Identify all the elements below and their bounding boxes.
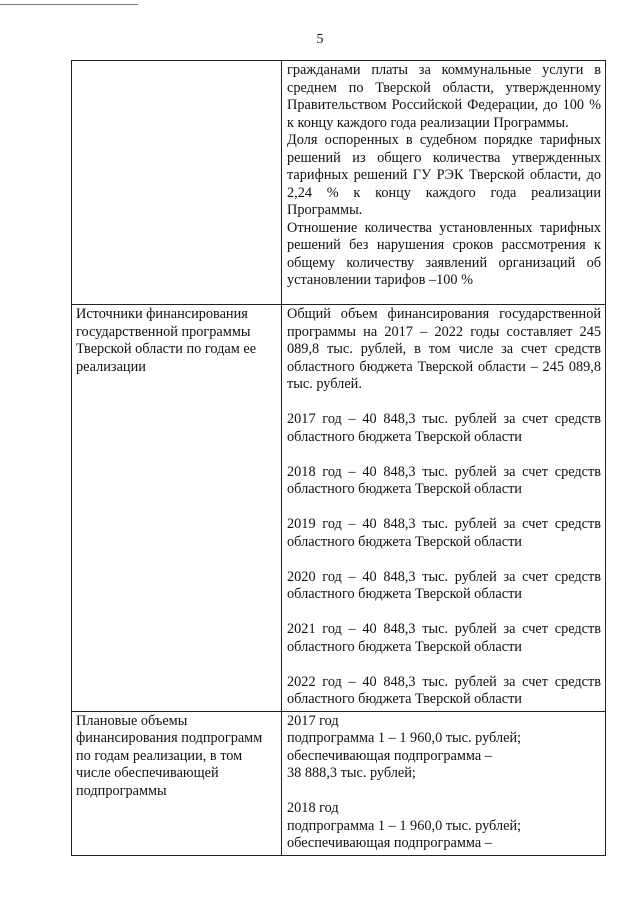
table-row <box>72 711 606 855</box>
year-2017-subprogram-1: подпрограмма 1 – 1 960,0 тыс. рублей; <box>287 730 522 746</box>
row-value-cell <box>282 61 606 305</box>
row-value-cell <box>282 711 606 855</box>
table-row <box>72 61 606 305</box>
table-row <box>72 305 606 712</box>
funding-sources-label: Источники финансирования государственной программы Тверской области по годам ее реализации <box>76 306 257 375</box>
row-label-cell <box>72 305 282 712</box>
row-label-cell <box>72 61 282 305</box>
page-number: 5 <box>316 32 324 47</box>
year-2018-support-subprogram: обеспечивающая подпрограмма – <box>287 835 492 851</box>
year-2018-heading: 2018 год <box>287 800 339 816</box>
funding-2020: 2020 год – 40 848,3 тыс. рублей за счет средств областного бюджета Тверской области <box>287 568 601 602</box>
year-2017-heading: 2017 год <box>287 712 339 729</box>
funding-2018: 2018 год – 40 848,3 тыс. рублей за счет средств областного бюджета Тверской области <box>287 463 601 497</box>
funding-2019: 2019 год – 40 848,3 тыс. рублей за счет средств областного бюджета Тверской области <box>287 516 601 550</box>
year-2018-subprogram-1: подпрограмма 1 – 1 960,0 тыс. рублей; <box>287 817 522 834</box>
total-funding-text: Общий объем финансирования государственной программы на 2017 – 2022 годы составляет 245 089,8 тыс. рублей, в том числе за счет средств областного бюджета Тверской области – 245 089,8 тыс. рублей. <box>287 306 601 392</box>
year-2017-support-value: 38 888,3 тыс. рублей; <box>287 765 416 781</box>
row-label-cell <box>72 711 282 855</box>
funding-2022: 2022 год – 40 848,3 тыс. рублей за счет средств областного бюджета Тверской области <box>287 673 601 707</box>
row-label <box>72 61 281 63</box>
indicator-timely-decisions: Отношение количества установленных тарифных решений без нарушения сроков рассмотрения к общему количеству заявлений организаций об установлении тарифов –100 % <box>287 219 601 288</box>
funding-2021: 2021 год – 40 848,3 тыс. рублей за счет средств областного бюджета Тверской области <box>287 621 601 655</box>
scan-artifact-line <box>0 4 138 5</box>
funding-2017: 2017 год – 40 848,3 тыс. рублей за счет средств областного бюджета Тверской области <box>287 411 601 445</box>
indicator-contested-decisions: Доля оспоренных в судебном порядке тарифных решений из общего количества утвержденных тарифных решений ГУ РЭК Тверской области, до 2,24 % к концу каждого года реализации Программы. <box>287 132 601 218</box>
program-passport-table <box>71 60 606 856</box>
planned-volumes-label: Плановые объемы финансирования подпрограмм по годам реализации, в том числе обеспечивающей подпрограммы <box>76 712 263 799</box>
row-value-cell <box>282 305 606 712</box>
year-2017-support-subprogram: обеспечивающая подпрограмма – <box>287 747 492 764</box>
indicator-utility-payments: гражданами платы за коммунальные услуги в среднем по Тверской области, утвержденному Правительством Российской Федерации, до 100 % к концу каждого года реализации Программы. <box>287 62 601 131</box>
